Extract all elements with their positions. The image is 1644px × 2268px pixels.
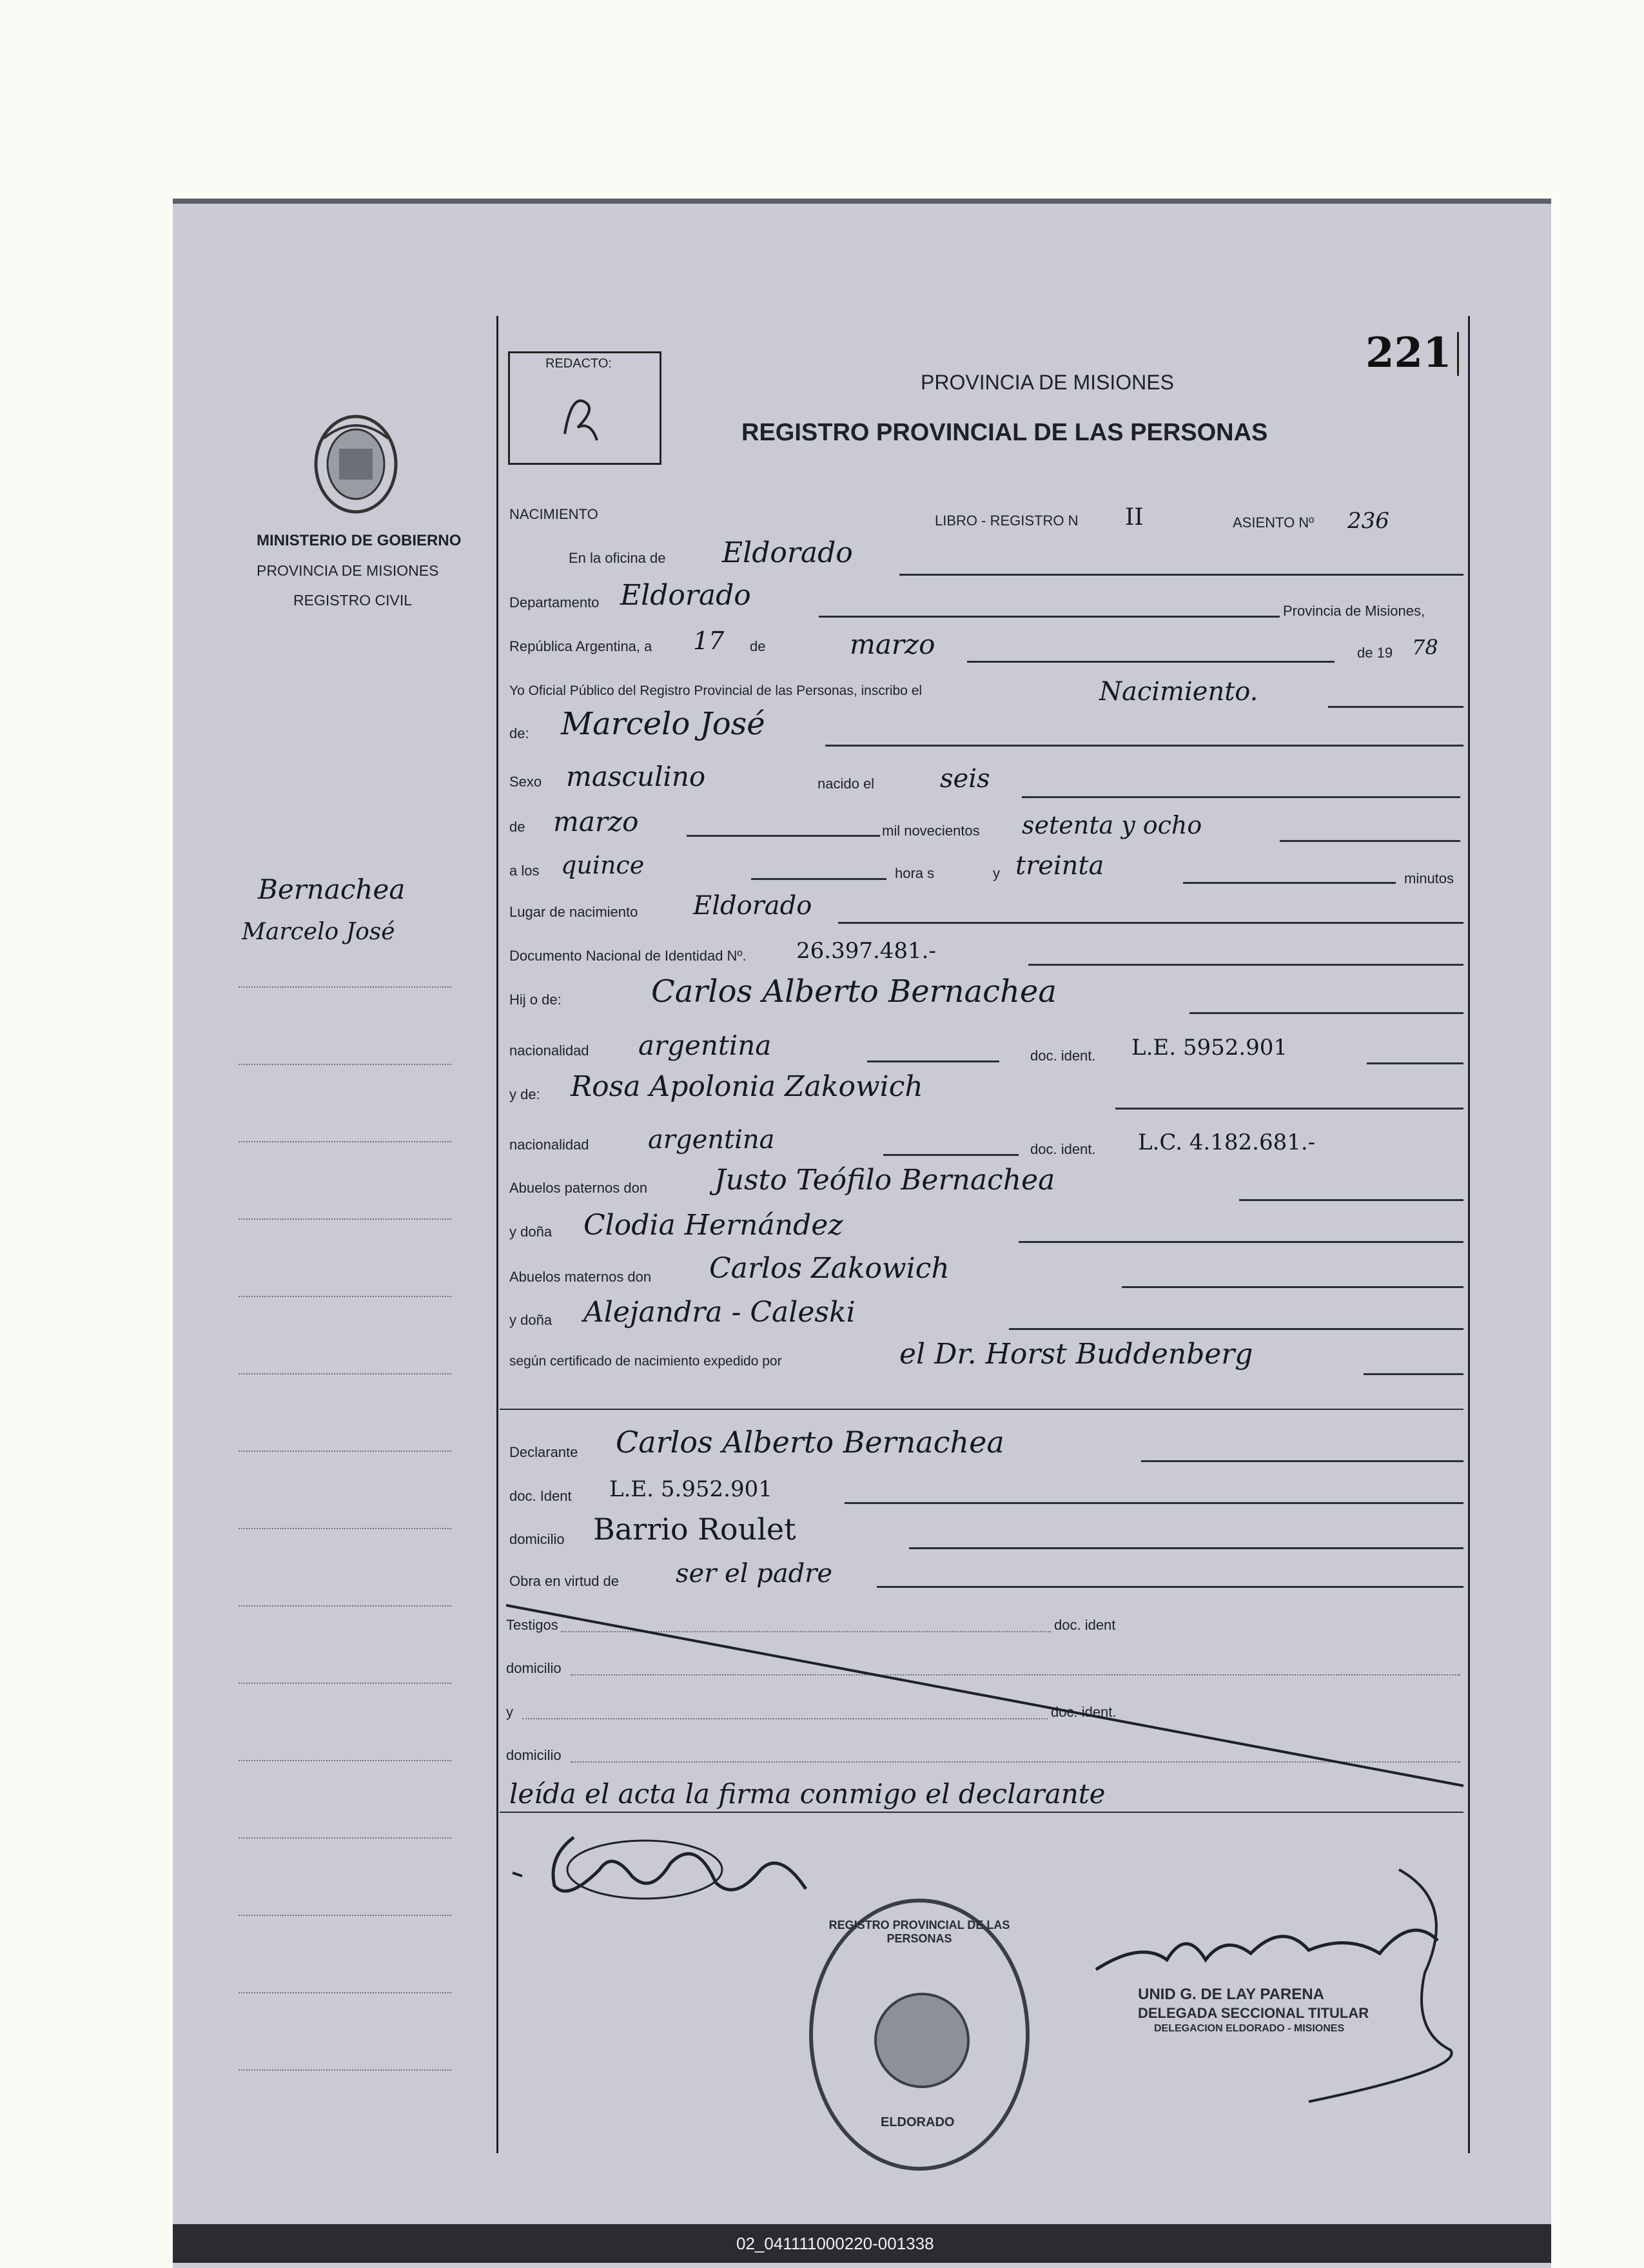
provincia-suffix: Provincia de Misiones, [1283, 603, 1425, 619]
y-de-label: y de: [509, 1086, 540, 1102]
minutos-value: treinta [1015, 851, 1104, 881]
nacido-anio-line [1280, 840, 1460, 842]
nombre-value: Marcelo José [561, 706, 765, 742]
tipo-value: Nacimiento. [1099, 677, 1258, 707]
margin-line [239, 1992, 451, 1993]
abuelos-paternos-label: Abuelos paternos don [509, 1180, 648, 1196]
abuelo-materno-line [1122, 1286, 1463, 1288]
seal-text: REGISTRO PROVINCIAL DE LAS PERSONAS [828, 1919, 1010, 1945]
segun-label: según certificado de nacimiento expedido por [509, 1354, 782, 1369]
a-los-label: a los [509, 863, 540, 879]
y-label: y [993, 865, 1000, 881]
mil-label: mil novecientos [882, 823, 980, 839]
lugar-label: Lugar de nacimiento [509, 904, 638, 920]
testigos-domicilio-label: domicilio [506, 1660, 562, 1676]
margin-line [239, 1683, 451, 1684]
registry-seal [809, 1899, 1030, 2171]
margin-line [239, 1141, 451, 1142]
act-type-label: NACIMIENTO [509, 506, 598, 522]
dona-paterna-label: y doña [509, 1224, 553, 1240]
oficina-line [899, 574, 1463, 576]
testigos-doc-label: doc. ident [1054, 1617, 1116, 1633]
seal-emblem [874, 1993, 970, 2088]
ministry-title: MINISTERIO DE GOBIERNO [257, 532, 462, 549]
dni-line [1028, 964, 1463, 966]
nombre-line [825, 745, 1463, 747]
minutos-line [1183, 882, 1396, 884]
dona-materna-label: y doña [509, 1312, 553, 1328]
nacionalidad-madre-value: argentina [648, 1125, 775, 1155]
medico-line [1364, 1373, 1463, 1375]
nacido-mes-line [687, 835, 880, 837]
doc-declarante-label: doc. Ident [509, 1488, 572, 1504]
abuelo-paterno-value: Justo Teófilo Bernachea [714, 1164, 1055, 1197]
horas-label: hora s [895, 865, 935, 881]
oficial-label: Yo Oficial Público del Registro Provincial de las Personas, inscribo el [509, 683, 923, 698]
dni-label: Documento Nacional de Identidad Nº. [509, 948, 747, 964]
nacido-mes-value: marzo [553, 806, 639, 837]
strike-through-line [500, 1592, 1467, 1792]
obra-line [877, 1586, 1463, 1588]
nombre-label: de: [509, 725, 529, 741]
nacionalidad-padre-value: argentina [638, 1030, 772, 1061]
de-mes-label: de [509, 819, 525, 835]
doc-declarante-value: L.E. 5.952.901 [609, 1476, 772, 1502]
abuelo-paterno-line [1239, 1199, 1463, 1201]
margin-line [239, 1373, 451, 1374]
padre-value: Carlos Alberto Bernachea [651, 973, 1057, 1010]
margin-line [239, 1296, 451, 1297]
declarante-label: Declarante [509, 1444, 578, 1460]
departamento-value: Eldorado [620, 579, 751, 612]
sexo-value: masculino [566, 761, 706, 792]
nacionalidad-padre-label: nacionalidad [509, 1042, 589, 1059]
margin-line [239, 1760, 451, 1761]
doc-padre-label: doc. ident. [1030, 1048, 1096, 1064]
domicilio-value: Barrio Roulet [593, 1512, 796, 1547]
margin-line [239, 1605, 451, 1607]
hora-line [751, 878, 886, 880]
domicilio-label: domicilio [509, 1531, 565, 1547]
madre-value: Rosa Apolonia Zakowich [571, 1070, 923, 1103]
official-stamp-role: DELEGADA SECCIONAL TITULAR [1138, 2005, 1369, 2021]
margin-line [239, 1915, 451, 1916]
footer-id: 02_041111000220-001338 [736, 2234, 934, 2253]
medico-value: el Dr. Horst Buddenberg [899, 1338, 1253, 1371]
nacionalidad-padre-line [867, 1061, 999, 1062]
abuela-materna-value: Alejandra - Caleski [583, 1296, 856, 1329]
libro-value: II [1125, 504, 1144, 531]
doc-padre-value: L.E. 5952.901 [1131, 1035, 1288, 1061]
dia-value: 17 [693, 627, 725, 655]
coat-of-arms-emblem [311, 413, 401, 516]
mes-value: marzo [850, 629, 935, 660]
margin-line [239, 1451, 451, 1452]
doc-madre-value: L.C. 4.182.681.- [1138, 1129, 1316, 1155]
obra-value: ser el padre [676, 1559, 833, 1589]
padre-line [1189, 1012, 1463, 1014]
y2-doc-label: doc. ident. [1051, 1704, 1117, 1720]
official-stamp-name: UNID G. DE LAY PARENA [1138, 1986, 1324, 2003]
margin-line [239, 1218, 451, 1220]
margin-note-name: Marcelo José [242, 919, 395, 945]
abuelo-materno-value: Carlos Zakowich [709, 1252, 950, 1285]
mes-line [967, 661, 1335, 663]
departamento-label: Departamento [509, 594, 600, 611]
nacido-anio-value: setenta y ocho [1022, 811, 1202, 839]
departamento-line [819, 616, 1280, 618]
asiento-label: ASIENTO Nº [1233, 514, 1315, 531]
page-number: 221 [1365, 329, 1452, 377]
y2-label: y [506, 1704, 513, 1720]
seal-city: ELDORADO [881, 2115, 955, 2129]
header-registry: REGISTRO PROVINCIAL DE LAS PERSONAS [741, 419, 1268, 446]
republica-label: República Argentina, a [509, 638, 652, 654]
margin-line [239, 2069, 451, 2071]
office-subtitle: REGISTRO CIVIL [293, 592, 413, 609]
nacido-line [1022, 796, 1460, 798]
abuela-paterna-line [1019, 1241, 1463, 1243]
declarante-value: Carlos Alberto Bernachea [616, 1425, 1004, 1460]
margin-note-surname: Bernachea [258, 874, 406, 905]
abuela-materna-line [1009, 1328, 1463, 1330]
madre-line [1115, 1108, 1463, 1110]
anio-value: 78 [1412, 635, 1438, 660]
dni-value: 26.397.481.- [796, 938, 936, 964]
doc-padre-line [1367, 1062, 1463, 1064]
leida-text: leída el acta la firma conmigo el declarante [509, 1778, 1106, 1810]
libro-label: LIBRO - REGISTRO N [935, 513, 1079, 529]
obra-label: Obra en virtud de [509, 1573, 619, 1589]
declarant-signature [503, 1824, 825, 1934]
province-subtitle: PROVINCIA DE MISIONES [257, 562, 439, 579]
lugar-line [838, 922, 1463, 924]
tipo-line [1328, 706, 1463, 708]
hijo-label: Hij o de: [509, 992, 562, 1008]
redacto-box [508, 351, 661, 465]
abuela-paterna-value: Clodia Hernández [583, 1209, 843, 1242]
oficina-value: Eldorado [722, 536, 853, 569]
doc-madre-label: doc. ident. [1030, 1141, 1096, 1157]
section-divider [500, 1409, 1463, 1410]
leida-line [500, 1812, 1463, 1813]
testigos-domicilio2-label: domicilio [506, 1747, 562, 1763]
lugar-value: Eldorado [693, 891, 812, 921]
margin-line [239, 986, 451, 988]
redacto-initials [558, 389, 610, 447]
testigos-label: Testigos [506, 1617, 558, 1633]
asiento-value: 236 [1347, 508, 1389, 534]
nacionalidad-madre-label: nacionalidad [509, 1137, 589, 1153]
abuelos-maternos-label: Abuelos maternos don [509, 1269, 652, 1285]
nacionalidad-madre-line [883, 1154, 1019, 1156]
anio-prefix: de 19 [1357, 645, 1393, 661]
domicilio-line [909, 1547, 1463, 1549]
official-stamp-office: DELEGACION ELDORADO - MISIONES [1154, 2023, 1345, 2034]
margin-line [239, 1528, 451, 1529]
oficina-label: En la oficina de [569, 550, 666, 566]
doc-declarante-line [845, 1502, 1463, 1504]
header-province: PROVINCIA DE MISIONES [921, 371, 1174, 394]
nacido-dia-value: seis [940, 764, 990, 794]
nacido-label: nacido el [817, 776, 875, 792]
declarante-line [1141, 1460, 1463, 1462]
redacto-label: REDACTO: [545, 357, 612, 371]
de-label: de [750, 638, 766, 654]
margin-line [239, 1837, 451, 1839]
hora-value: quince [561, 851, 645, 879]
minutos-label: minutos [1404, 870, 1454, 886]
margin-line [239, 1064, 451, 1065]
sexo-label: Sexo [509, 774, 542, 790]
